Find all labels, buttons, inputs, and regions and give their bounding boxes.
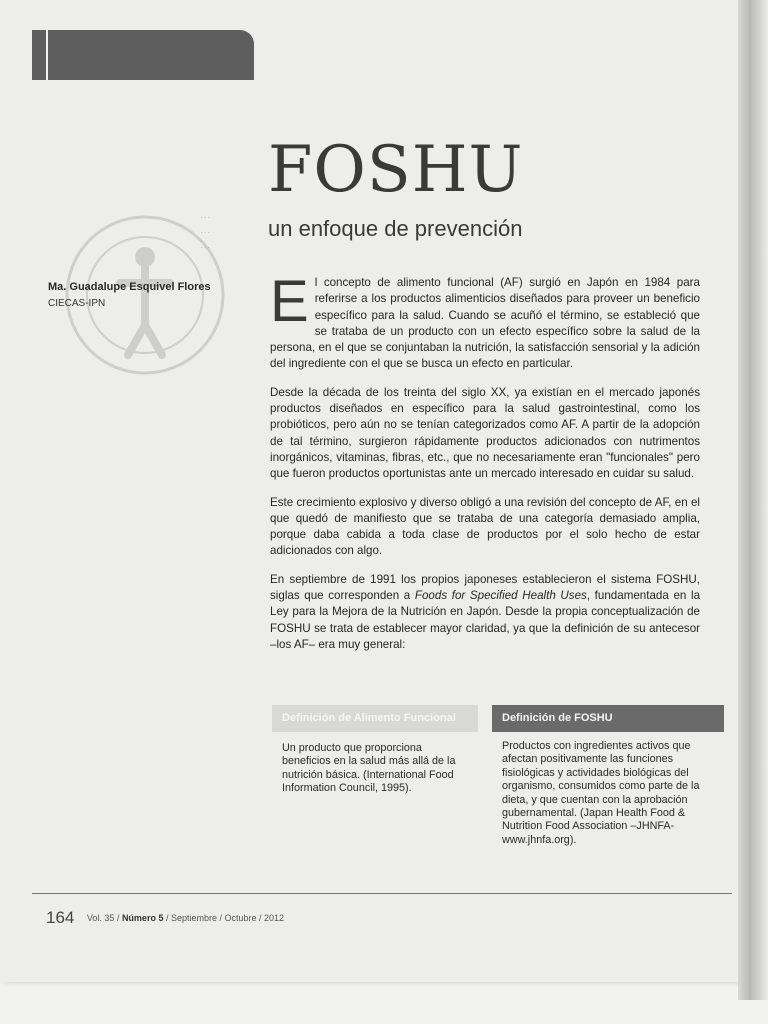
page-footer — [46, 908, 284, 928]
definition-box-foshu-text: Productos con ingredientes activos que afectan positivamente las funciones fisiológicas y actividades biológicas del organismo, consumidos como parte de la dieta, y que cuentan con la aprobación gubernamental. (Japan Health Food & Nutrition Food Association –JHNFA-www.jhnfa.org). — [502, 740, 700, 846]
article-subtitle: un enfoque de prevención — [268, 216, 523, 241]
footer-volume: Vol. 35 / — [86, 913, 120, 923]
body-paragraph-1 — [270, 269, 700, 373]
page-edge-shadow — [738, 0, 768, 1000]
footer-issue: Número 5 — [121, 913, 164, 923]
definition-box-foshu — [492, 705, 724, 847]
definition-box-af — [272, 705, 478, 796]
page-number: 164 — [46, 908, 75, 927]
definition-box-af-heading: Definición de Alimento Funcional — [272, 705, 478, 732]
author-name: Ma. Guadalupe Esquivel Flores — [48, 281, 211, 293]
footer-date: / Septiembre / Octubre / 2012 — [165, 913, 285, 923]
drop-cap: E — [270, 269, 309, 334]
paragraph-4-lead: En septiembre de 1991 los propios japoneses establecieron el sistema FOSHU, siglas que corresponden a — [270, 572, 700, 603]
body-paragraph-4 — [270, 572, 700, 653]
body-paragraph-2: Desde la década de los treinta del siglo XX, ya existían en el mercado japonés productos diseñados en específico para la salud gastrointestinal, como los probióticos, pero aún no se tenían categorizados como AF. A partir de la adopción de tal término, surgieron rápidamente productos adicionados con nutrimentos inorgánicos, vitaminas, fibras, etc., que no necesariamente eran "funcionales" pero que fueron productos oportunistas ante un mercado interesado en cuidar su salud. — [270, 385, 700, 481]
definition-box-foshu-heading: Definición de FOSHU — [492, 705, 724, 732]
header-bar-tick — [46, 30, 48, 80]
definition-box-af-text: Un producto que proporciona beneficios en la salud más allá de la nutrición básica. (International Food Information Council, 1995). — [282, 742, 456, 795]
paragraph-1-text: l concepto de alimento funcional (AF) surgió en Japón en 1984 para referirse a los productos alimenticios diseñados para proveer un beneficio específico para la salud. Cuando se acuñó el término, se estableció que se trataba de un producto con un efecto específico sobre la salud de la persona, en el que se conjuntaban la nutrición, la satisfacción sensorial y la adición del ingrediente con el que se busca un efecto en particular. — [270, 276, 700, 371]
article-body — [270, 269, 701, 665]
paragraph-4-rest: , fundamentada en la Ley para la Mejora de la Nutrición en Japón. Desde la propia conceptualización de FOSHU se trata de establecer mayor claridad, ya que la definición de su antecesor –los AF– era muy general: — [270, 589, 701, 651]
footer-rule — [32, 893, 732, 894]
body-paragraph-3: Este crecimiento explosivo y diverso obligó a una revisión del concepto de AF, en el que quedó de manifiesto que se trataba de una categoría demasiado amplia, porque daba cabida a toda clase de productos por el solo hecho de estar adicionados con algo. — [270, 495, 700, 558]
section-header-bar — [32, 30, 254, 80]
paragraph-4-italic: Foods for Specified Health Uses — [414, 589, 587, 603]
author-affiliation: CIECAS-IPN — [48, 298, 106, 309]
article-title: FOSHU — [268, 133, 524, 207]
bleed-through-text-left: ··· ··· ··· — [200, 211, 211, 253]
